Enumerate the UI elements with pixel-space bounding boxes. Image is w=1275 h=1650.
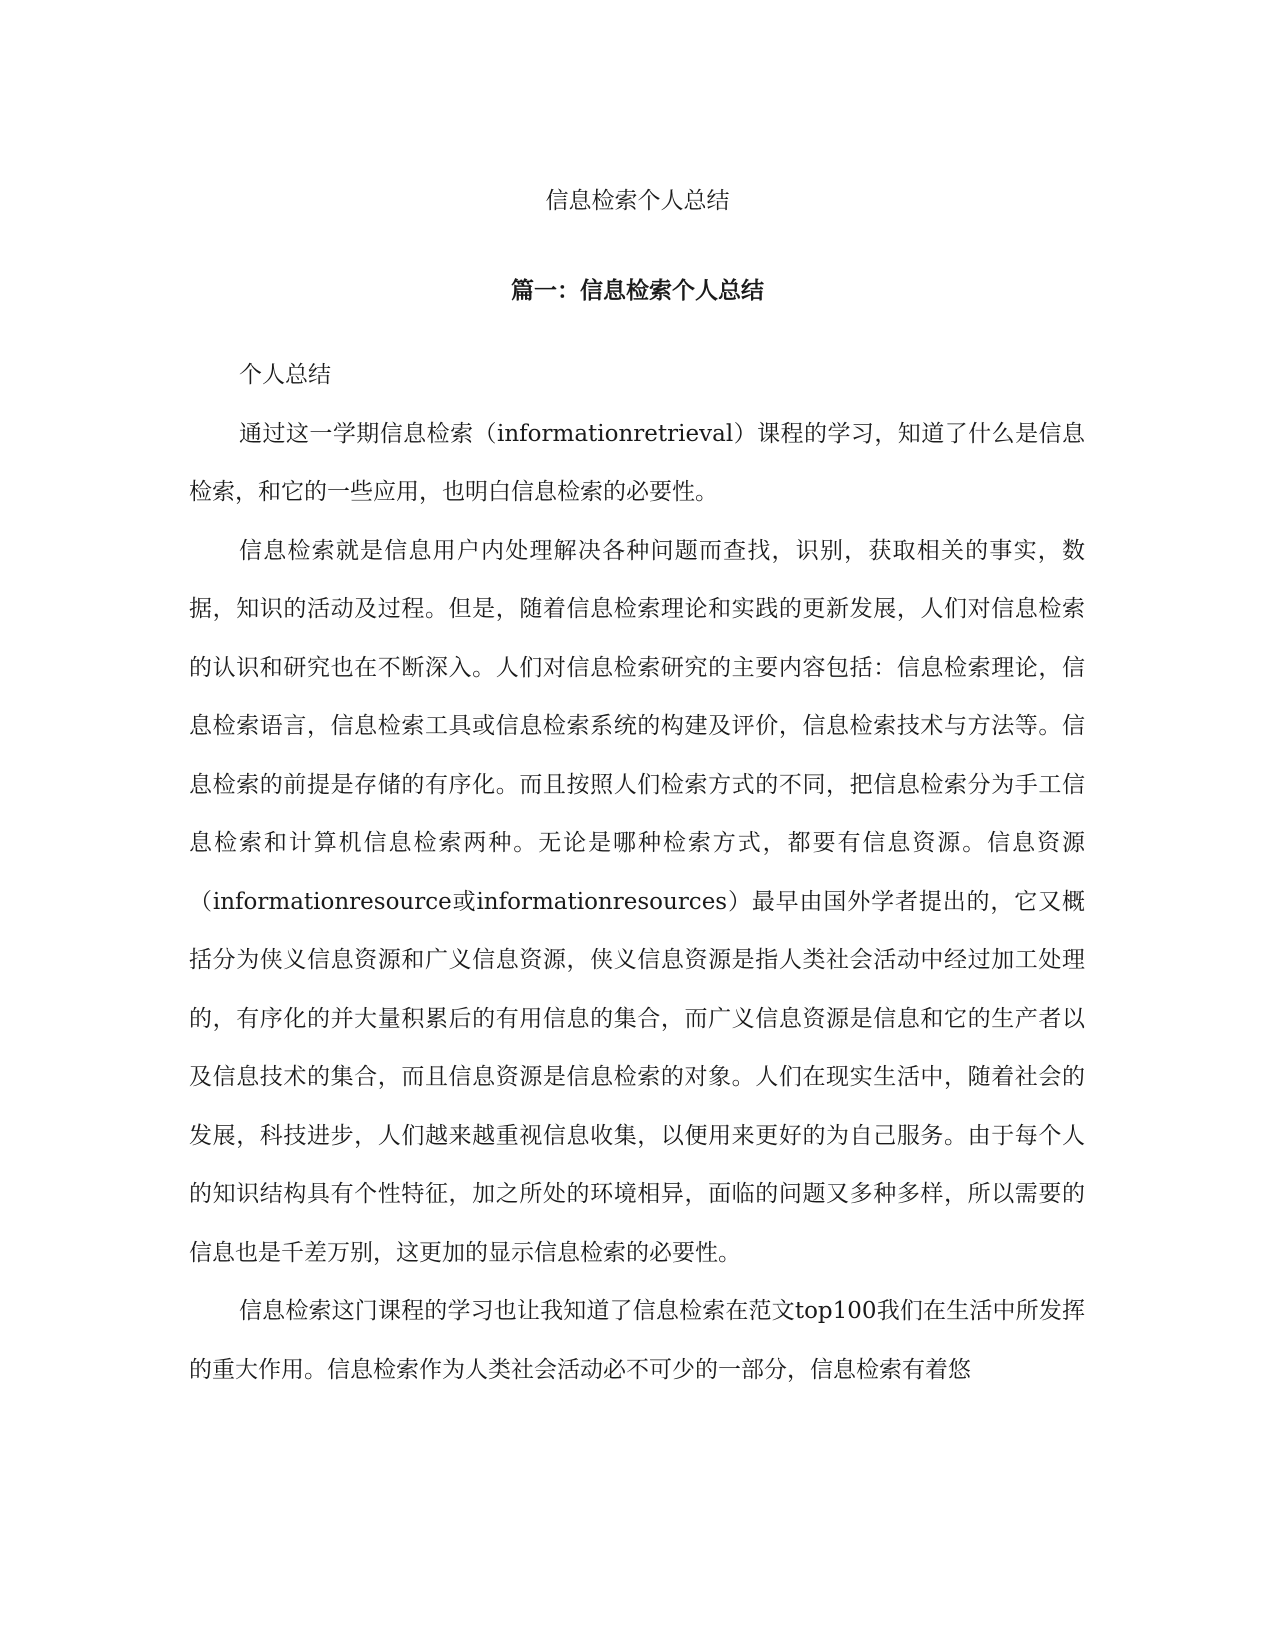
section-heading: 篇一：信息检索个人总结	[511, 277, 764, 304]
paragraph: 通过这一学期信息检索（informationretrieval）课程的学习，知道了什么是信息检索，和它的一些应用，也明白信息检索的必要性。	[189, 420, 1085, 505]
paragraph-subtitle: 个人总结	[239, 362, 331, 388]
paragraph: 信息检索就是信息用户内处理解决各种问题而查找，识别，获取相关的事实，数据，知识的活动及过程。但是，随着信息检索理论和实践的更新发展，人们对信息检索的认识和研究也在不断深入。人们对信息检索研究的主要内容包括：信息检索理论，信息检索语言，信息检索工具或信息检索系统的构建及评价，信息检索技术与方法等。信息检索的前提是存储的有序化。而且按照人们检索方式的不同，把信息检索分为手工信息检索和计算机信息检索两种。无论是哪种检索方式，都要有信息资源。信息资源（informationresource或informationresources）最早由国外学者提出的，它又概括分为侠义信息资源和广义信息资源，侠义信息资源是指人类社会活动中经过加工处理的，有序化的并大量积累后的有用信息的集合，而广义信息资源是信息和它的生产者以及信息技术的集合，而且信息资源是信息检索的对象。人们在现实生活中，随着社会的发展，科技进步，人们越来越重视信息收集，以便用来更好的为自己服务。由于每个人的知识结构具有个性特征，加之所处的环境相异，面临的问题又多种多样，所以需要的信息也是千差万别，这更加的显示信息检索的必要性。	[189, 537, 1085, 1266]
paragraph: 信息检索这门课程的学习也让我知道了信息检索在范文top100我们在生活中所发挥的重大作用。信息检索作为人类社会活动必不可少的一部分，信息检索有着悠	[189, 1298, 1085, 1383]
document-body	[189, 346, 1085, 1399]
document-title: 信息检索个人总结	[545, 188, 730, 214]
